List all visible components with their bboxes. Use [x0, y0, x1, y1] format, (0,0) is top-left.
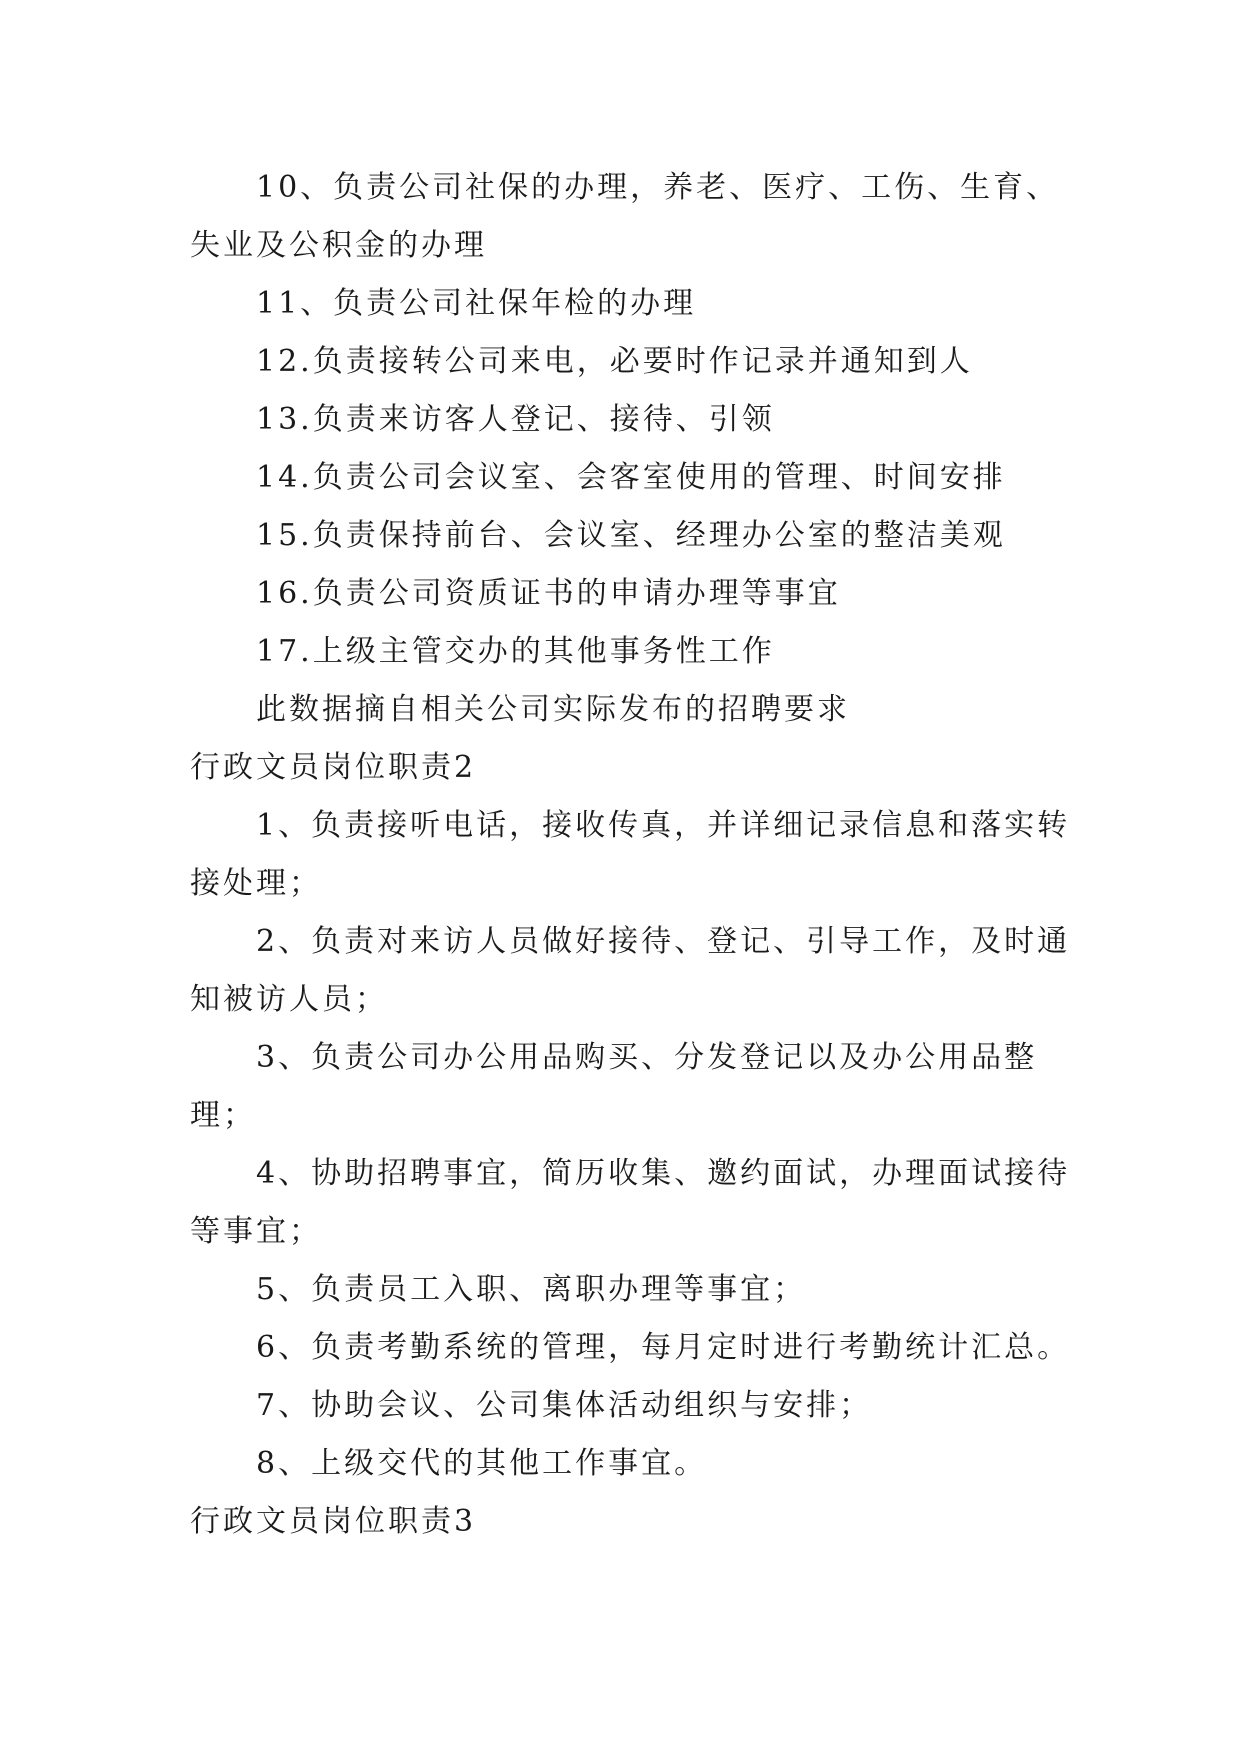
duty-item-6: 6、负责考勤系统的管理，每月定时进行考勤统计汇总。 — [256, 1330, 1071, 1365]
duty-item-13: 13.负责来访客人登记、接待、引领 — [256, 402, 775, 437]
duty-item-5: 5、负责员工入职、离职办理等事宜； — [256, 1272, 807, 1307]
document-body — [190, 159, 1090, 1551]
duty-item-1: 1、负责接听电话，接收传真，并详细记录信息和落实转接处理； — [190, 808, 1071, 901]
duty-item-7: 7、协助会议、公司集体活动组织与安排； — [256, 1388, 873, 1423]
duty-item-14: 14.负责公司会议室、会客室使用的管理、时间安排 — [256, 460, 1006, 495]
section-heading-3: 行政文员岗位职责3 — [190, 1504, 477, 1539]
duty-item-17: 17.上级主管交办的其他事务性工作 — [256, 634, 775, 669]
section-heading-2: 行政文员岗位职责2 — [190, 750, 477, 785]
duty-item-3: 3、负责公司办公用品购买、分发登记以及办公用品整理； — [190, 1040, 1038, 1133]
duty-item-11: 11、负责公司社保年检的办理 — [256, 286, 697, 321]
duty-item-10: 10、负责公司社保的办理，养老、医疗、工伤、生育、失业及公积金的办理 — [190, 170, 1060, 263]
duty-item-12: 12.负责接转公司来电，必要时作记录并通知到人 — [256, 344, 973, 379]
duty-item-8: 8、上级交代的其他工作事宜。 — [256, 1446, 708, 1481]
source-note: 此数据摘自相关公司实际发布的招聘要求 — [256, 692, 850, 727]
duty-item-4: 4、协助招聘事宜，简历收集、邀约面试，办理面试接待等事宜； — [190, 1156, 1071, 1249]
duty-item-15: 15.负责保持前台、会议室、经理办公室的整洁美观 — [256, 518, 1006, 553]
duty-item-2: 2、负责对来访人员做好接待、登记、引导工作，及时通知被访人员； — [190, 924, 1071, 1017]
duty-item-16: 16.负责公司资质证书的申请办理等事宜 — [256, 576, 841, 611]
